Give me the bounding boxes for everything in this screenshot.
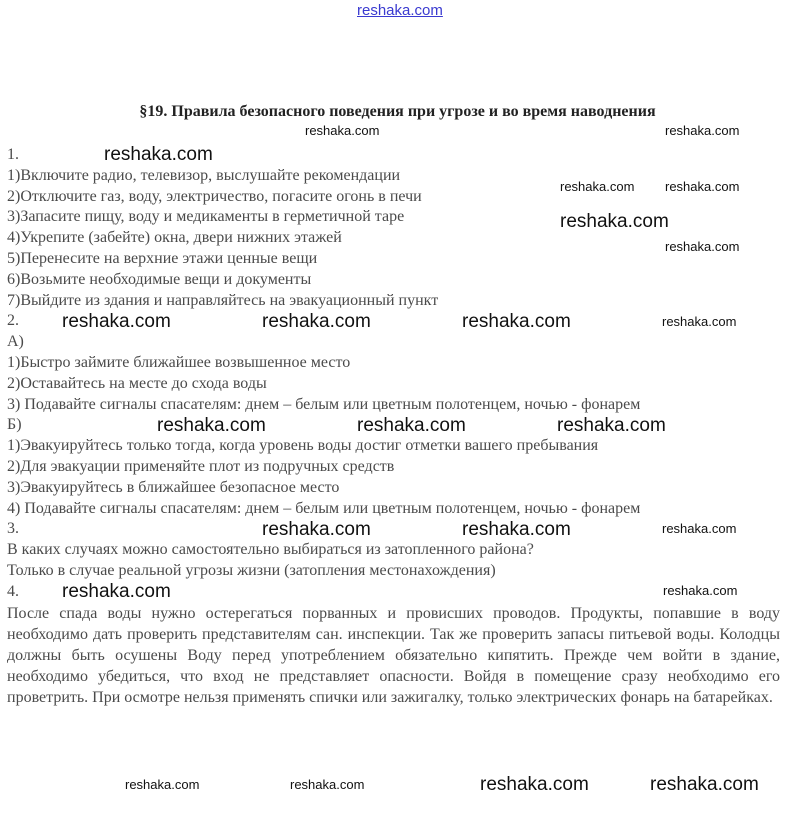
watermark: reshaka.com <box>557 415 666 436</box>
watermark: reshaka.com <box>560 211 669 232</box>
text-line: 3) Подавайте сигналы спасателям: днем – белым или цветным полотенцем, ночью - фонарем <box>7 395 641 413</box>
watermark: reshaka.com <box>665 123 740 138</box>
text-line: 4)Укрепите (забейте) окна, двери нижних этажей <box>7 229 342 247</box>
text-line: 1)Включите радио, телевизор, выслушайте рекомендации <box>7 166 401 184</box>
watermark: reshaka.com <box>262 311 371 332</box>
text-line: Только в случае реальной угрозы жизни (затопления местонахождения) <box>7 562 496 579</box>
watermark: reshaka.com <box>665 239 740 254</box>
text-line: 1)Эвакуируйтесь только тогда, когда уровень воды достиг отметки вашего пребывания <box>7 437 599 455</box>
watermark: reshaka.com <box>650 774 759 795</box>
watermark: reshaka.com <box>480 774 589 795</box>
watermark: reshaka.com <box>62 311 171 332</box>
text-line: 5)Перенесите на верхние этажи ценные вещи <box>7 250 318 267</box>
text-line: 2)Оставайтесь на месте до схода воды <box>7 374 267 392</box>
text-line: 1. <box>7 146 19 163</box>
watermark: reshaka.com <box>462 311 571 332</box>
watermark: reshaka.com <box>157 415 266 436</box>
text-line: В каких случаях можно самостоятельно выбираться из затопленного района? <box>7 541 534 559</box>
watermark: reshaka.com <box>104 144 213 165</box>
watermark: reshaka.com <box>462 519 571 540</box>
text-line: 3)Запасите пищу, воду и медикаменты в герметичной таре <box>7 208 405 226</box>
text-line: 6)Возьмите необходимые вещи и документы <box>7 270 312 288</box>
watermark: reshaka.com <box>62 581 171 602</box>
text-line: А) <box>7 333 24 351</box>
answer-paragraph: После спада воды нужно остерегаться порванных и провисших проводов. Продукты, попавшие в воду необходимо дать проверить представителям сан. инспекции. Так же проверить запасы питьевой воды. Колодцы должны быть осушены Воду перед употреблением обязательно кипятить. Прежде чем войти в здание, необходимо убедиться, что вход не представляет опасности. Войдя в помещение сразу необходимо его проветрить. При осмотре нельзя применять спички или зажигалку, только электрических фонарь на батарейках. <box>7 605 780 706</box>
page-title: §19. Правила безопасного поведения при угрозе и во время наводнения <box>139 103 656 120</box>
text-line: 3)Эвакуируйтесь в ближайшее безопасное место <box>7 478 340 496</box>
watermark: reshaka.com <box>305 123 380 138</box>
text-line: 1)Быстро займите ближайшее возвышенное место <box>7 354 351 371</box>
watermark: reshaka.com <box>662 314 737 329</box>
text-line: 2)Отключите газ, воду, электричество, погасите огонь в печи <box>7 187 422 205</box>
text-line: 7)Выйдите из здания и направляйтесь на эвакуационный пункт <box>7 291 439 309</box>
text-line: 2)Для эвакуации применяйте плот из подручных средств <box>7 458 395 475</box>
text-line: 2. <box>7 312 19 330</box>
text-line: 3. <box>7 520 19 538</box>
watermark: reshaka.com <box>125 777 200 792</box>
watermark: reshaka.com <box>357 415 466 436</box>
watermark: reshaka.com <box>560 179 635 194</box>
watermark: reshaka.com <box>665 179 740 194</box>
text-line: Б) <box>7 416 22 434</box>
text-line: 4. <box>7 582 19 600</box>
watermark: reshaka.com <box>290 777 365 792</box>
site-link[interactable]: reshaka.com <box>357 2 443 19</box>
text-line: 4) Подавайте сигналы спасателям: днем – белым или цветным полотенцем, ночью - фонарем <box>7 499 641 517</box>
watermark: reshaka.com <box>262 519 371 540</box>
watermark: reshaka.com <box>663 583 738 598</box>
watermark: reshaka.com <box>662 521 737 536</box>
